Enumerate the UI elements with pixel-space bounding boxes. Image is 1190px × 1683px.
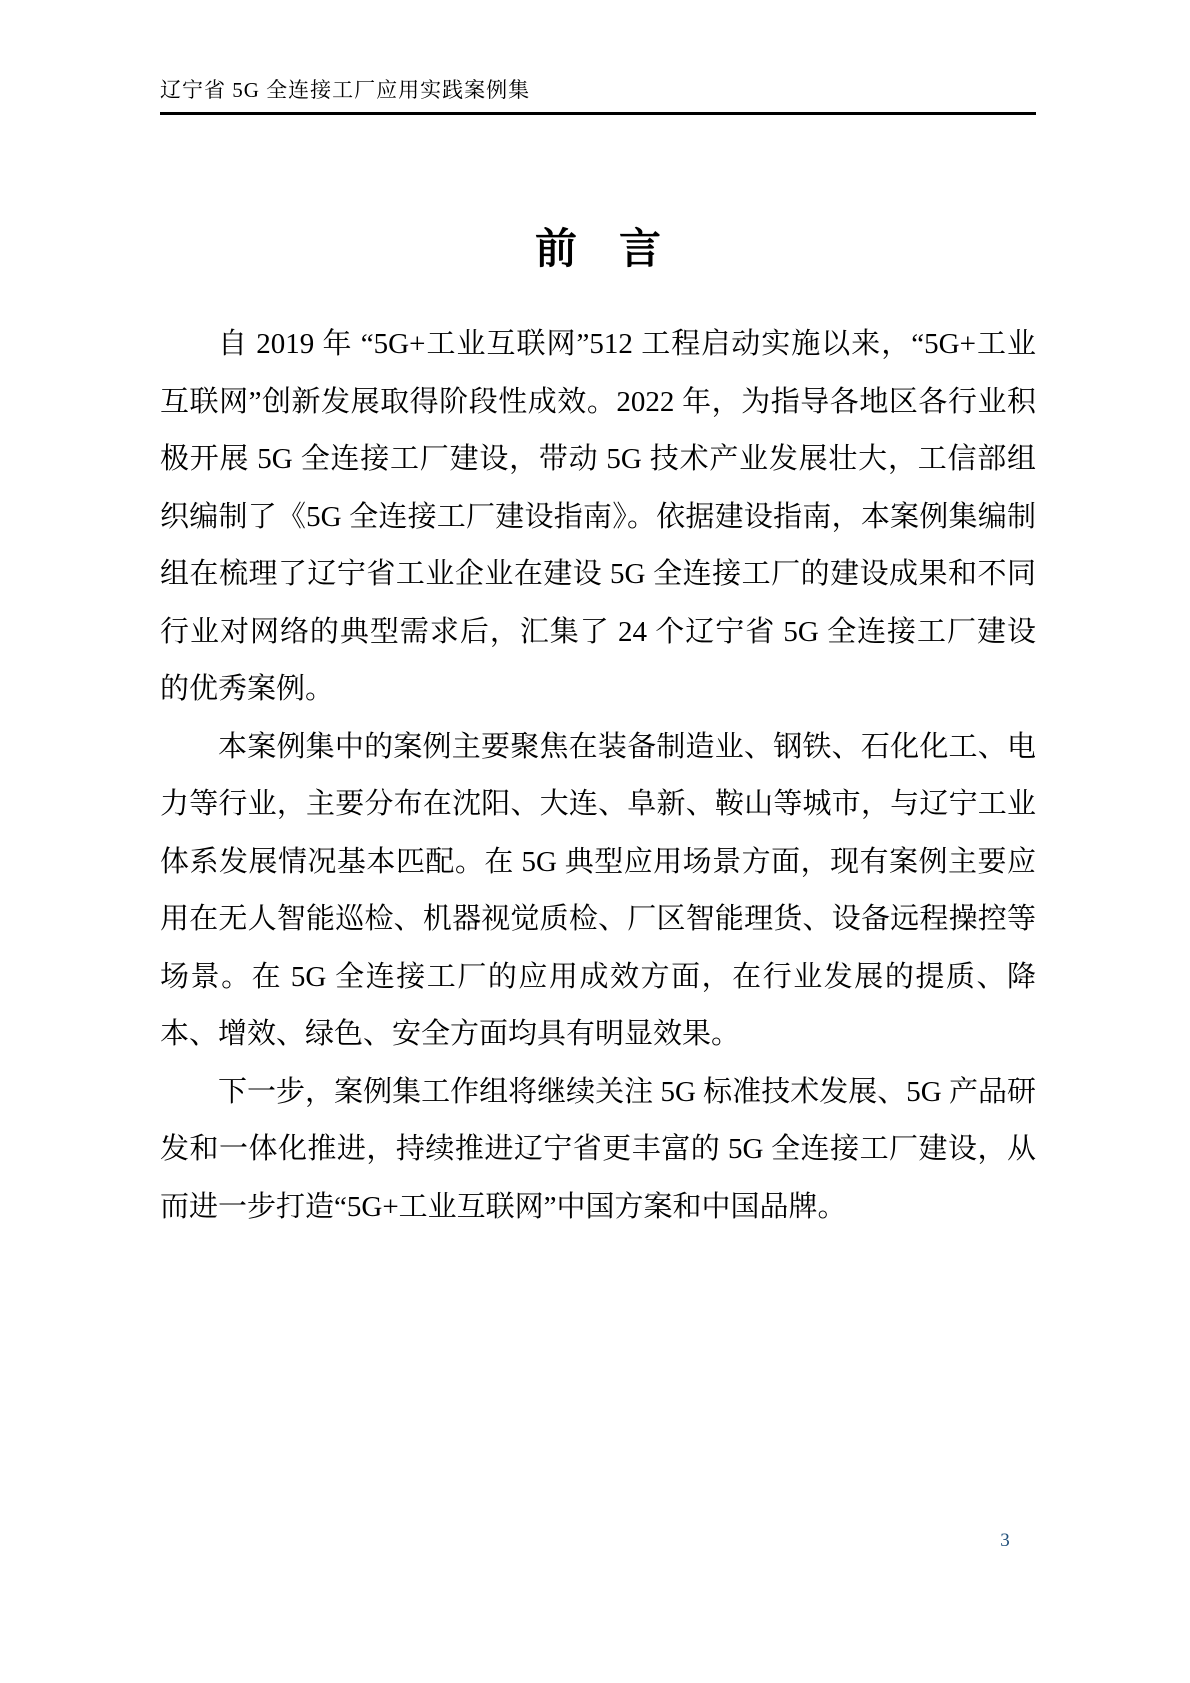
section-title: 前 言 — [534, 225, 661, 272]
body-paragraph: 自 2019 年 “5G+工业互联网”512 工程启动实施以来，“5G+工业互联网”创新发展取得阶段性成效。2022 年，为指导各地区各行业积极开展 5G 全连接工厂建设，带动 5G 技术产业发展壮大，工信部组织编制了《5G 全连接工厂建设指南》。依据建设指南，本案例集编制组在梳理了辽宁省工业企业在建设 5G 全连接工厂的建设成果和不同行业对网络的典型需求后，汇集了 24 个辽宁省 5G 全连接工厂建设的优秀案例。 — [160, 328, 1036, 705]
body-paragraph: 下一步，案例集工作组将继续关注 5G 标准技术发展、5G 产品研发和一体化推进，持续推进辽宁省更丰富的 5G 全连接工厂建设，从而进一步打造“5G+工业互联网”中国方案和中国品牌。 — [160, 1075, 1036, 1223]
page-header — [160, 74, 1036, 115]
page-number: 3 — [1000, 1530, 1010, 1551]
header-title: 辽宁省 5G 全连接工厂应用实践案例集 — [160, 78, 531, 102]
body-paragraph: 本案例集中的案例主要聚焦在装备制造业、钢铁、石化化工、电力等行业，主要分布在沈阳、大连、阜新、鞍山等城市，与辽宁工业体系发展情况基本匹配。在 5G 典型应用场景方面，现有案例主要应用在无人智能巡检、机器视觉质检、厂区智能理货、设备远程操控等场景。在 5G 全连接工厂的应用成效方面，在行业发展的提质、降本、增效、绿色、安全方面均具有明显效果。 — [160, 730, 1036, 1050]
document-body — [160, 316, 1036, 1236]
